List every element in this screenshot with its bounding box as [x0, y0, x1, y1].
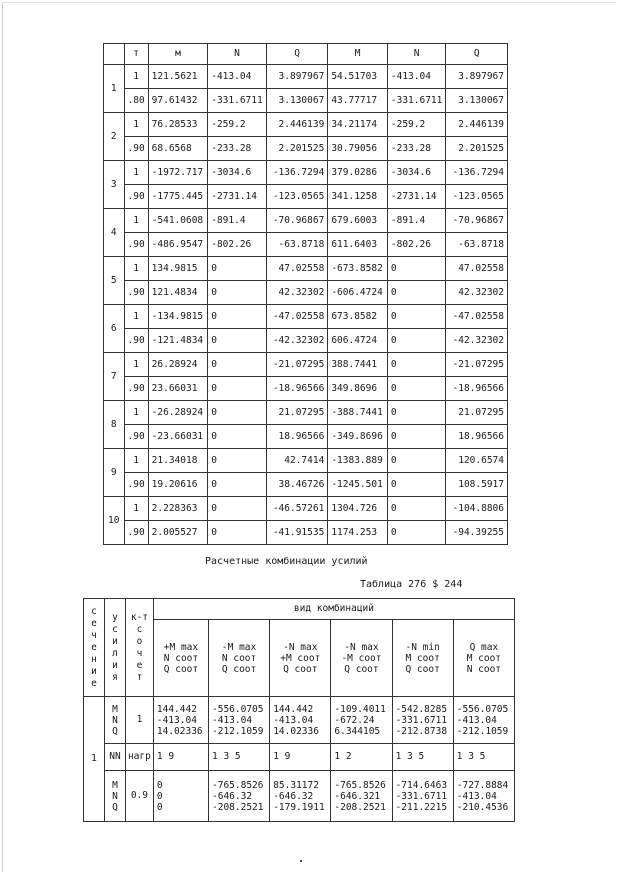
value-cell: 349.8696 — [328, 377, 388, 401]
value-cell: -349.8696 — [328, 425, 388, 449]
table-row — [104, 473, 508, 497]
value-cell: 42.32302 — [446, 281, 508, 305]
table-row — [104, 401, 508, 425]
nn-value-cell: 1 3 5 — [453, 744, 514, 771]
block2-row — [84, 771, 515, 822]
combo-value-cell: -714.6463 -331.6711 -211.2215 — [392, 771, 453, 822]
table-row — [104, 281, 508, 305]
value-cell: 2.005527 — [148, 521, 208, 545]
coef-cell: .90 — [124, 425, 148, 449]
coef-cell: 1 — [124, 113, 148, 137]
block2-koef: 0.9 — [126, 771, 154, 822]
coef-cell: 1 — [124, 209, 148, 233]
block2-labels: M N Q — [105, 771, 126, 822]
value-cell: -1972.717 — [148, 161, 208, 185]
value-cell: 34.21174 — [328, 113, 388, 137]
value-cell: -802.26 — [387, 233, 446, 257]
coef-cell: 1 — [124, 353, 148, 377]
header-t: т — [124, 44, 148, 65]
table-header-row — [104, 44, 508, 65]
value-cell: -606.4724 — [328, 281, 388, 305]
table-row — [104, 233, 508, 257]
value-cell: 0 — [208, 257, 267, 281]
value-cell: 0 — [208, 521, 267, 545]
combo-value-cell: 0 0 0 — [153, 771, 208, 822]
value-cell: 54.51703 — [328, 65, 388, 89]
value-cell: 0 — [387, 281, 446, 305]
combo-value-cell: -109.4011 -672.24 6.344105 — [331, 697, 392, 744]
value-cell: -47.02558 — [446, 305, 508, 329]
combinations-table — [83, 598, 515, 822]
value-cell: 38.46726 — [266, 473, 327, 497]
table-row — [104, 161, 508, 185]
section-number: 8 — [104, 401, 125, 449]
value-cell: -104.8806 — [446, 497, 508, 521]
coef-cell: .90 — [124, 377, 148, 401]
coef-cell: .90 — [124, 233, 148, 257]
value-cell: -46.57261 — [266, 497, 327, 521]
header-koef: к-т с о ч е т — [126, 599, 154, 697]
coef-cell: 1 — [124, 257, 148, 281]
combo-value-cell: -556.0705 -413.04 -212.1059 — [453, 697, 514, 744]
value-cell: -1775.445 — [148, 185, 208, 209]
nn-value-cell: 1 9 — [153, 744, 208, 771]
nagr-label: нагр — [126, 744, 154, 771]
value-cell: -2731.14 — [208, 185, 267, 209]
section-number: 7 — [104, 353, 125, 401]
combo-header: -N min M соот Q соот — [392, 620, 453, 697]
nn-label: NN — [105, 744, 126, 771]
coef-cell: .90 — [124, 473, 148, 497]
value-cell: -136.7294 — [446, 161, 508, 185]
value-cell: 0 — [387, 473, 446, 497]
coef-cell: .90 — [124, 281, 148, 305]
value-cell: -134.9815 — [148, 305, 208, 329]
value-cell: 2.201525 — [446, 137, 508, 161]
value-cell: 43.77717 — [328, 89, 388, 113]
value-cell: -233.28 — [387, 137, 446, 161]
combo-header: +M max N соот Q соот — [153, 620, 208, 697]
value-cell: 19.20616 — [148, 473, 208, 497]
coef-cell: 1 — [124, 65, 148, 89]
value-cell: 3.897967 — [446, 65, 508, 89]
value-cell: 0 — [387, 401, 446, 425]
header-vid-kombinaciy: вид комбинаций — [153, 599, 514, 620]
value-cell: 2.446139 — [446, 113, 508, 137]
coef-cell: 1 — [124, 401, 148, 425]
combo-value-cell: -765.8526 -646.32 -208.2521 — [209, 771, 270, 822]
value-cell: 0 — [208, 281, 267, 305]
value-cell: 42.7414 — [266, 449, 327, 473]
value-cell: -891.4 — [387, 209, 446, 233]
value-cell: 76.28533 — [148, 113, 208, 137]
value-cell: 1304.726 — [328, 497, 388, 521]
combo-value-cell: -765.8526 -646.321 -208.2521 — [331, 771, 392, 822]
section-number: 6 — [104, 305, 125, 353]
value-cell: 0 — [387, 377, 446, 401]
value-cell: -486.9547 — [148, 233, 208, 257]
coef-cell: 1 — [124, 305, 148, 329]
table-row — [104, 425, 508, 449]
nn-value-cell: 1 3 5 — [392, 744, 453, 771]
value-cell: -233.28 — [208, 137, 267, 161]
table-row — [104, 353, 508, 377]
coef-cell: .90 — [124, 521, 148, 545]
value-cell: 2.201525 — [266, 137, 327, 161]
combo-value-cell: 85.31172 -646.32 -179.1911 — [270, 771, 331, 822]
value-cell: 606.4724 — [328, 329, 388, 353]
coef-cell: 1 — [124, 449, 148, 473]
header-n2: N — [387, 44, 446, 65]
value-cell: 3.897967 — [266, 65, 327, 89]
value-cell: -673.8582 — [328, 257, 388, 281]
value-cell: 121.5621 — [148, 65, 208, 89]
value-cell: -541.0608 — [148, 209, 208, 233]
value-cell: -70.96867 — [266, 209, 327, 233]
value-cell: 121.4834 — [148, 281, 208, 305]
nn-value-cell: 1 9 — [270, 744, 331, 771]
combo-header: -M max N соот Q соот — [209, 620, 270, 697]
value-cell: -94.39255 — [446, 521, 508, 545]
table-row — [104, 65, 508, 89]
value-cell: -1383.889 — [328, 449, 388, 473]
value-cell: 0 — [208, 377, 267, 401]
section-number: 1 — [84, 697, 105, 822]
value-cell: -259.2 — [208, 113, 267, 137]
value-cell: 0 — [387, 497, 446, 521]
value-cell: 0 — [208, 305, 267, 329]
header-n1: N — [208, 44, 267, 65]
value-cell: 47.02558 — [446, 257, 508, 281]
coef-cell: .90 — [124, 185, 148, 209]
value-cell: 120.6574 — [446, 449, 508, 473]
table-row — [104, 209, 508, 233]
combo-header: -N max -M соот Q соот — [331, 620, 392, 697]
value-cell: 341.1258 — [328, 185, 388, 209]
section-number: 1 — [104, 65, 125, 113]
coef-cell: 1 — [124, 497, 148, 521]
combo-value-cell: -556.0705 -413.04 -212.1059 — [209, 697, 270, 744]
table-row — [104, 521, 508, 545]
value-cell: 0 — [387, 257, 446, 281]
value-cell: -802.26 — [208, 233, 267, 257]
value-cell: -388.7441 — [328, 401, 388, 425]
coef-cell: .90 — [124, 329, 148, 353]
value-cell: -42.32302 — [266, 329, 327, 353]
value-cell: 0 — [208, 425, 267, 449]
value-cell: -331.6711 — [208, 89, 267, 113]
header-q1: Q — [266, 44, 327, 65]
section-number: 10 — [104, 497, 125, 545]
section-number: 9 — [104, 449, 125, 497]
value-cell: -42.32302 — [446, 329, 508, 353]
value-cell: -2731.14 — [387, 185, 446, 209]
section-number: 2 — [104, 113, 125, 161]
table-row — [104, 305, 508, 329]
value-cell: 2.446139 — [266, 113, 327, 137]
value-cell: 1174.253 — [328, 521, 388, 545]
value-cell: -891.4 — [208, 209, 267, 233]
value-cell: -123.0565 — [266, 185, 327, 209]
value-cell: 673.8582 — [328, 305, 388, 329]
value-cell: -3034.6 — [387, 161, 446, 185]
value-cell: 30.79056 — [328, 137, 388, 161]
value-cell: 0 — [387, 449, 446, 473]
value-cell: -63.8718 — [266, 233, 327, 257]
header-m1: м — [148, 44, 208, 65]
combo-value-cell: 144.442 -413.04 14.02336 — [270, 697, 331, 744]
internal-forces-table — [103, 43, 508, 545]
value-cell: 134.9815 — [148, 257, 208, 281]
value-cell: 3.130067 — [446, 89, 508, 113]
combo-value-cell: -542.8285 -331.6711 -212.8738 — [392, 697, 453, 744]
table-row — [104, 377, 508, 401]
value-cell: -47.02558 — [266, 305, 327, 329]
value-cell: 0 — [208, 449, 267, 473]
value-cell: 388.7441 — [328, 353, 388, 377]
block1-labels: M N Q — [105, 697, 126, 744]
value-cell: 0 — [387, 425, 446, 449]
value-cell: -26.28924 — [148, 401, 208, 425]
value-cell: 18.96566 — [446, 425, 508, 449]
header-usilie: у с и л и я — [105, 599, 126, 697]
value-cell: 379.0286 — [328, 161, 388, 185]
value-cell: -63.8718 — [446, 233, 508, 257]
value-cell: 0 — [208, 329, 267, 353]
value-cell: -123.0565 — [446, 185, 508, 209]
table-row — [104, 257, 508, 281]
combo-value-cell: -727.8884 -413.04 -210.4536 — [453, 771, 514, 822]
value-cell: -18.96566 — [266, 377, 327, 401]
internal-forces-body — [104, 65, 508, 545]
value-cell: -136.7294 — [266, 161, 327, 185]
value-cell: 23.66031 — [148, 377, 208, 401]
coef-cell: .80 — [124, 89, 148, 113]
value-cell: 97.61432 — [148, 89, 208, 113]
nn-row — [84, 744, 515, 771]
value-cell: 611.6403 — [328, 233, 388, 257]
header-m2: M — [328, 44, 388, 65]
value-cell: -3034.6 — [208, 161, 267, 185]
value-cell: -259.2 — [387, 113, 446, 137]
value-cell: -23.66031 — [148, 425, 208, 449]
value-cell: -18.96566 — [446, 377, 508, 401]
value-cell: -331.6711 — [387, 89, 446, 113]
value-cell: -121.4834 — [148, 329, 208, 353]
value-cell: -21.07295 — [266, 353, 327, 377]
value-cell: -41.91535 — [266, 521, 327, 545]
value-cell: 0 — [208, 353, 267, 377]
block1-koef: 1 — [126, 697, 154, 744]
value-cell: 3.130067 — [266, 89, 327, 113]
table-row — [104, 113, 508, 137]
table-row — [104, 497, 508, 521]
value-cell: 0 — [208, 401, 267, 425]
combo-value-cell: 144.442 -413.04 14.02336 — [153, 697, 208, 744]
value-cell: 21.07295 — [266, 401, 327, 425]
table-row — [104, 329, 508, 353]
table-row — [104, 89, 508, 113]
nn-value-cell: 1 2 — [331, 744, 392, 771]
value-cell: 0 — [387, 329, 446, 353]
combo-header: -N max +M соот Q соот — [270, 620, 331, 697]
value-cell: -413.04 — [387, 65, 446, 89]
caption: Расчетные комбинации усилий — [205, 556, 368, 567]
value-cell: 0 — [387, 353, 446, 377]
value-cell: -413.04 — [208, 65, 267, 89]
section-number: 5 — [104, 257, 125, 305]
value-cell: 68.6568 — [148, 137, 208, 161]
combo-header: Q max M соот N соот — [453, 620, 514, 697]
value-cell: 0 — [208, 473, 267, 497]
table-row — [104, 137, 508, 161]
value-cell: 21.34018 — [148, 449, 208, 473]
value-cell: 26.28924 — [148, 353, 208, 377]
value-cell: -1245.501 — [328, 473, 388, 497]
value-cell: 42.32302 — [266, 281, 327, 305]
value-cell: 108.5917 — [446, 473, 508, 497]
table-label: Таблица 276 $ 244 — [360, 579, 463, 590]
header-sechenie: с е ч е н и е — [84, 599, 105, 697]
scan-dot — [300, 860, 302, 862]
header-q2: Q — [446, 44, 508, 65]
header-section — [104, 44, 125, 65]
value-cell: 2.228363 — [148, 497, 208, 521]
section-number: 4 — [104, 209, 125, 257]
value-cell: -70.96867 — [446, 209, 508, 233]
value-cell: 0 — [387, 521, 446, 545]
block1-row — [84, 697, 515, 744]
value-cell: 0 — [208, 497, 267, 521]
value-cell: 679.6003 — [328, 209, 388, 233]
section-number: 3 — [104, 161, 125, 209]
value-cell: 0 — [387, 305, 446, 329]
nn-value-cell: 1 3 5 — [209, 744, 270, 771]
table-row — [104, 449, 508, 473]
value-cell: -21.07295 — [446, 353, 508, 377]
coef-cell: 1 — [124, 161, 148, 185]
value-cell: 18.96566 — [266, 425, 327, 449]
value-cell: 21.07295 — [446, 401, 508, 425]
coef-cell: .90 — [124, 137, 148, 161]
table-row — [104, 185, 508, 209]
value-cell: 47.02558 — [266, 257, 327, 281]
